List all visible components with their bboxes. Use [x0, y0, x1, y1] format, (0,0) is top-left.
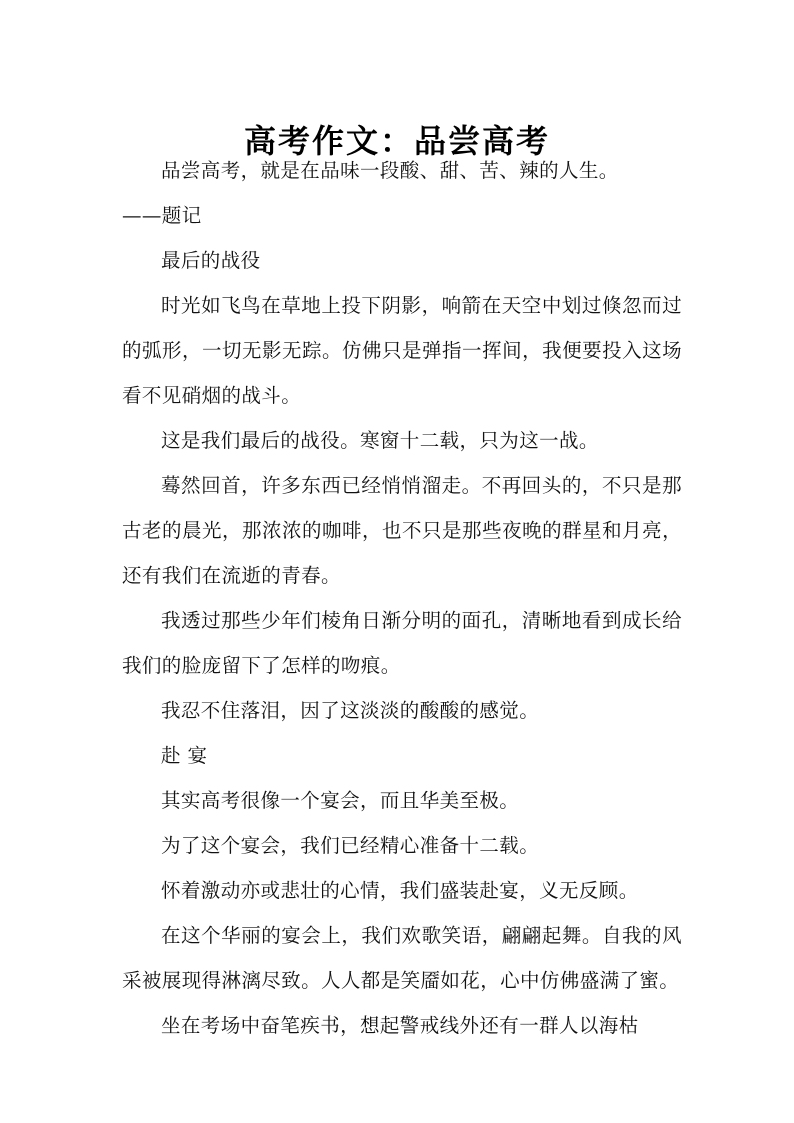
section-heading-banquet: 赴 宴 [161, 744, 208, 767]
paragraph: 时光如飞鸟在草地上投下阴影，响箭在天空中划过倏忽而过的弧形，一切无影无踪。仿佛只是弹指一挥间，我便要投入这场看不见硝烟的战斗。 [122, 294, 682, 407]
paragraph: 我忍不住落泪，因了这淡淡的酸酸的感觉。 [161, 699, 540, 722]
paragraph: 这是我们最后的战役。寒窗十二载，只为这一战。 [161, 429, 599, 452]
paragraph: 蓦然回首，许多东西已经悄悄溜走。不再回头的，不只是那古老的晨光，那浓浓的咖啡，也不只是那些夜晚的群星和月亮，还有我们在流逝的青春。 [122, 474, 682, 587]
page-title: 高考作文：品尝高考 [243, 122, 550, 161]
paragraph: 为了这个宴会，我们已经精心准备十二载。 [161, 834, 540, 857]
intro-paragraph: 品尝高考，就是在品味一段酸、甜、苦、辣的人生。 [161, 159, 619, 182]
epigraph-attribution: ——题记 [122, 204, 202, 227]
essay-body [122, 148, 682, 1048]
paragraph: 坐在考场中奋笔疾书，想起警戒线外还有一群人以海枯 [161, 1014, 639, 1037]
section-heading-last-battle: 最后的战役 [161, 249, 261, 272]
paragraph: 在这个华丽的宴会上，我们欢歌笑语，翩翩起舞。自我的风采被展现得淋漓尽致。人人都是笑靥如花，心中仿佛盛满了蜜。 [122, 924, 682, 992]
paragraph: 怀着激动亦或悲壮的心情，我们盛装赴宴，义无反顾。 [161, 879, 639, 902]
paragraph: 我透过那些少年们棱角日渐分明的面孔，清晰地看到成长给我们的脸庞留下了怎样的吻痕。 [122, 609, 682, 677]
paragraph: 其实高考很像一个宴会，而且华美至极。 [161, 789, 520, 812]
